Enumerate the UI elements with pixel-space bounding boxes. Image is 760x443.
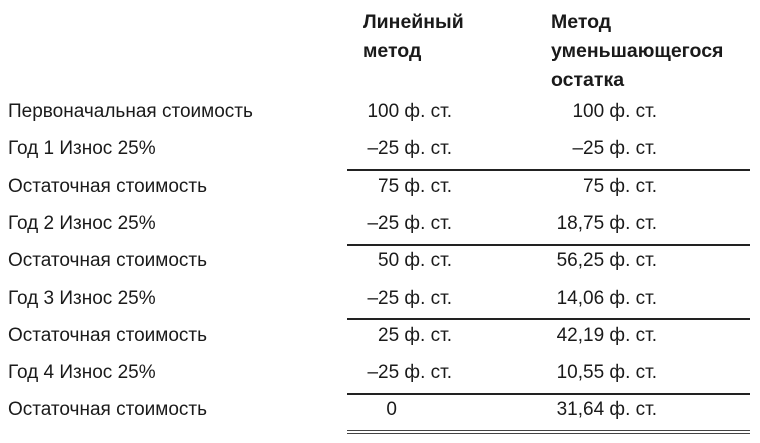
header-line: Метод [551,11,612,33]
table-row [0,242,760,279]
row-divider [347,244,750,246]
table-row [0,280,760,317]
table-row [0,93,760,130]
declining-value: 31,64 ф. ст. [556,399,657,421]
linear-value: 25 ф. ст. [378,324,452,346]
linear-value: –25 ф. ст. [367,362,452,384]
declining-value: 56,25 ф. ст. [556,250,657,272]
declining-value: 14,06 ф. ст. [556,287,657,309]
row-label: Год 4 Износ 25% [8,362,156,384]
table-row [0,205,760,242]
double-rule [347,430,750,434]
row-label: Год 1 Износ 25% [8,138,156,160]
row-divider [347,393,750,395]
linear-value: –25 ф. ст. [367,287,452,309]
header-line: Линейный [363,11,464,33]
header-declining-balance-method [551,8,756,95]
row-label: Остаточная стоимость [8,250,207,272]
declining-value: –25 ф. ст. [572,138,657,160]
header-line: метод [363,40,422,62]
row-label: Год 2 Износ 25% [8,212,156,234]
header-line: уменьшающегося [551,40,724,62]
declining-value: 10,55 ф. ст. [556,362,657,384]
declining-value: 42,19 ф. ст. [556,324,657,346]
row-label: Первоначальная стоимость [8,101,253,122]
declining-value: 100 ф. ст. [572,101,657,122]
linear-value: –25 ф. ст. [367,212,452,234]
header-line: остатка [551,69,625,91]
table-row [0,354,760,391]
table-row [0,168,760,205]
linear-value: –25 ф. ст. [367,138,452,160]
linear-value: 50 ф. ст. [378,250,452,272]
row-label: Остаточная стоимость [8,399,207,421]
linear-value: 100 ф. ст. [367,101,452,122]
header-linear-method [363,8,513,66]
declining-value: 75 ф. ст. [583,175,657,197]
row-label: Остаточная стоимость [8,175,207,197]
table-row [0,317,760,354]
table-row [0,130,760,167]
declining-value: 18,75 ф. ст. [556,212,657,234]
row-label: Год 3 Износ 25% [8,287,156,309]
linear-value: 0 [386,399,397,421]
row-divider [347,318,750,320]
linear-value: 75 ф. ст. [378,175,452,197]
table-row [0,391,760,428]
row-divider [347,169,750,171]
row-label: Остаточная стоимость [8,324,207,346]
